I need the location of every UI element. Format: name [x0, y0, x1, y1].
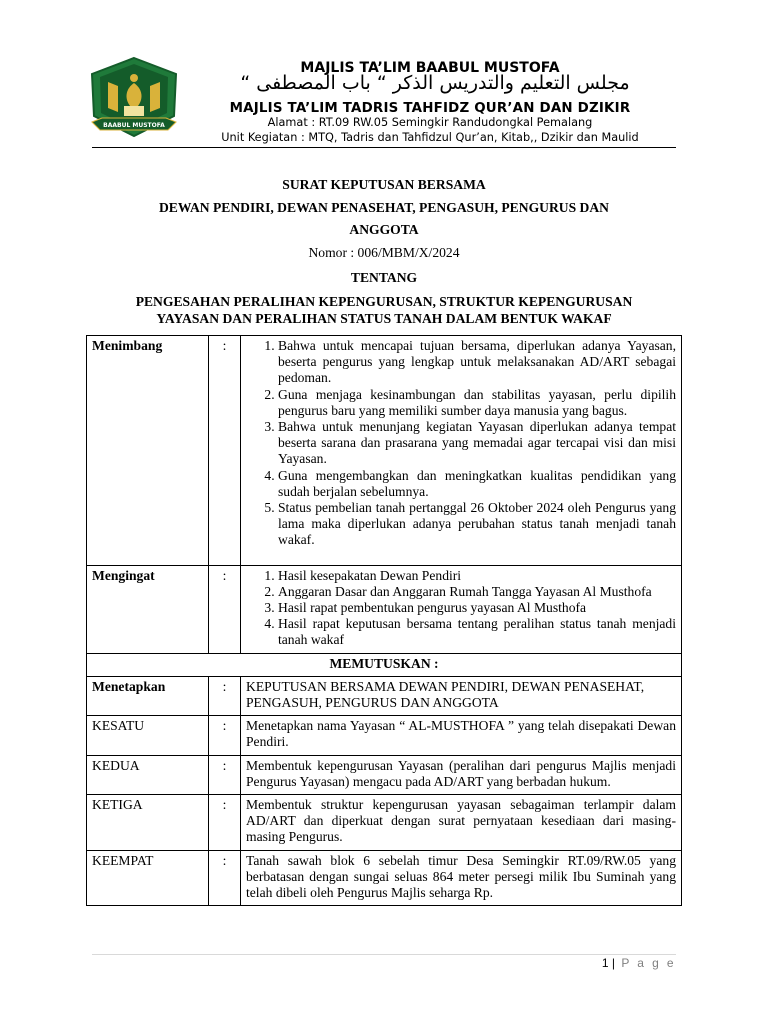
menimbang-label: Menimbang [87, 336, 209, 566]
ketiga-row [87, 795, 682, 851]
kesatu-row [87, 716, 682, 755]
kedua-label: KEDUA [87, 755, 209, 794]
kesatu-label: KESATU [87, 716, 209, 755]
list-item: 5. Status pembelian tanah pertanggal 26 Oktober 2024 oleh Pengurus yang lama maka diperlukan adanya perubahan status tanah menjadi tanah wakaf. [278, 500, 676, 549]
colon: : [209, 795, 241, 851]
subject-line2: YAYASAN DAN PERALIHAN STATUS TANAH DALAM BENTUK WAKAF [156, 311, 612, 326]
keempat-label: KEEMPAT [87, 850, 209, 905]
keempat-row [87, 850, 682, 905]
colon: : [209, 716, 241, 755]
arabic-org-name: مجلس التعليم والتدريس الذكر “ باب المصطفى “ [240, 72, 630, 94]
ketiga-label: KETIGA [87, 795, 209, 851]
keempat-text: Tanah sawah blok 6 sebelah timur Desa Semingkir RT.09/RW.05 yang berbatasan dengan sungai seluas 864 meter persegi milik Ibu Suminah yang telah dibeli oleh Pengurus Majlis seharga Rp. [246, 852, 676, 901]
keempat-content [241, 850, 682, 905]
kedua-text: Membentuk kepengurusan Yayasan (peralihan dari pengurus Majlis menjadi Pengurus Yayasan) mengacu pada AD/ART yang berbadan hukum. [241, 755, 682, 794]
decision-table [86, 335, 682, 906]
list-item: 1. Bahwa untuk mencapai tujuan bersama, diperlukan adanya Yayasan, beserta pengurus yang lengkap untuk melaksanakan AD/ART sebagai pedoman. [278, 338, 676, 387]
mengingat-content [241, 565, 682, 653]
colon: : [209, 755, 241, 794]
document-number: Nomor : 006/MBM/X/2024 [308, 245, 460, 260]
colon: : [209, 850, 241, 905]
page-footer [602, 956, 676, 970]
list-item: 4. Hasil rapat keputusan bersama tentang peralihan status tanah menjadi tanah wakaf [278, 616, 676, 648]
letterhead-divider [92, 147, 676, 148]
document-parties-line1: DEWAN PENDIRI, DEWAN PENASEHAT, PENGASUH, PENGURUS DAN [158, 200, 610, 215]
memutuskan-row [87, 653, 682, 676]
tentang-heading: TENTANG [350, 270, 418, 285]
ketiga-text: Membentuk struktur kepengurusan yayasan sebagaiman terlampir dalam AD/ART dan diperkuat dengan surat pernyataan kesediaan dari masing-masing Pengurus. [241, 795, 682, 851]
menimbang-list [246, 338, 676, 549]
page-separator: | [611, 956, 616, 970]
menetapkan-text: KEPUTUSAN BERSAMA DEWAN PENDIRI, DEWAN PENASEHAT, PENGASUH, PENGURUS DAN ANGGOTA [241, 676, 682, 715]
memutuskan-heading: MEMUTUSKAN : [87, 653, 682, 676]
footer-divider [92, 954, 676, 955]
mengingat-list [246, 568, 676, 649]
list-item: 2. Anggaran Dasar dan Anggaran Rumah Tangga Yayasan Al Musthofa [278, 584, 676, 600]
mengingat-row [87, 565, 682, 653]
majlis-logo [84, 56, 184, 140]
document-parties-line2: ANGGOTA [349, 222, 419, 237]
document-title: SURAT KEPUTUSAN BERSAMA [282, 177, 486, 192]
menetapkan-label: Menetapkan [87, 676, 209, 715]
colon: : [209, 336, 241, 566]
page-label: P a g e [621, 956, 676, 970]
org-activity-units: Unit Kegiatan : MTQ, Tadris dan Tahfidzul Qur’an, Kitab,, Dzikir dan Maulid [221, 131, 639, 144]
list-item: 3. Bahwa untuk menunjang kegiatan Yayasan diperlukan adanya tempat beserta sarana dan prasarana yang memadai agar tercapai visi dan misi Yayasan. [278, 419, 676, 468]
page-number: 1 [601, 956, 609, 970]
kesatu-text: Menetapkan nama Yayasan “ AL-MUSTHOFA ” yang telah disepakati Dewan Pendiri. [241, 716, 682, 755]
menimbang-row [87, 336, 682, 566]
list-item: 3. Hasil rapat pembentukan pengurus yayasan Al Musthofa [278, 600, 676, 616]
colon: : [209, 565, 241, 653]
logo-label: BAABUL MUSTOFA [103, 122, 165, 129]
list-item: 2. Guna menjaga kesinambungan dan stabilitas yayasan, perlu dipilih pengurus baru yang memiliki sumber daya manusia yang bagus. [278, 387, 676, 419]
list-item: 1. Hasil kesepakatan Dewan Pendiri [278, 568, 676, 584]
list-item: 4. Guna mengembangkan dan meningkatkan kualitas pendidikan yang sudah berjalan sebelumnya. [278, 468, 676, 500]
colon: : [209, 676, 241, 715]
menetapkan-row [87, 676, 682, 715]
kedua-row [87, 755, 682, 794]
org-subtitle: MAJLIS TA’LIM TADRIS TAHFIDZ QUR’AN DAN DZIKIR [229, 101, 631, 116]
mengingat-label: Mengingat [87, 565, 209, 653]
menimbang-content [241, 336, 682, 566]
org-name: MAJLIS TA’LIM BAABUL MUSTOFA [300, 60, 560, 76]
subject-line1: PENGESAHAN PERALIHAN KEPENGURUSAN, STRUKTUR KEPENGURUSAN [135, 294, 633, 309]
org-address: Alamat : RT.09 RW.05 Semingkir Randudongkal Pemalang [267, 116, 593, 129]
